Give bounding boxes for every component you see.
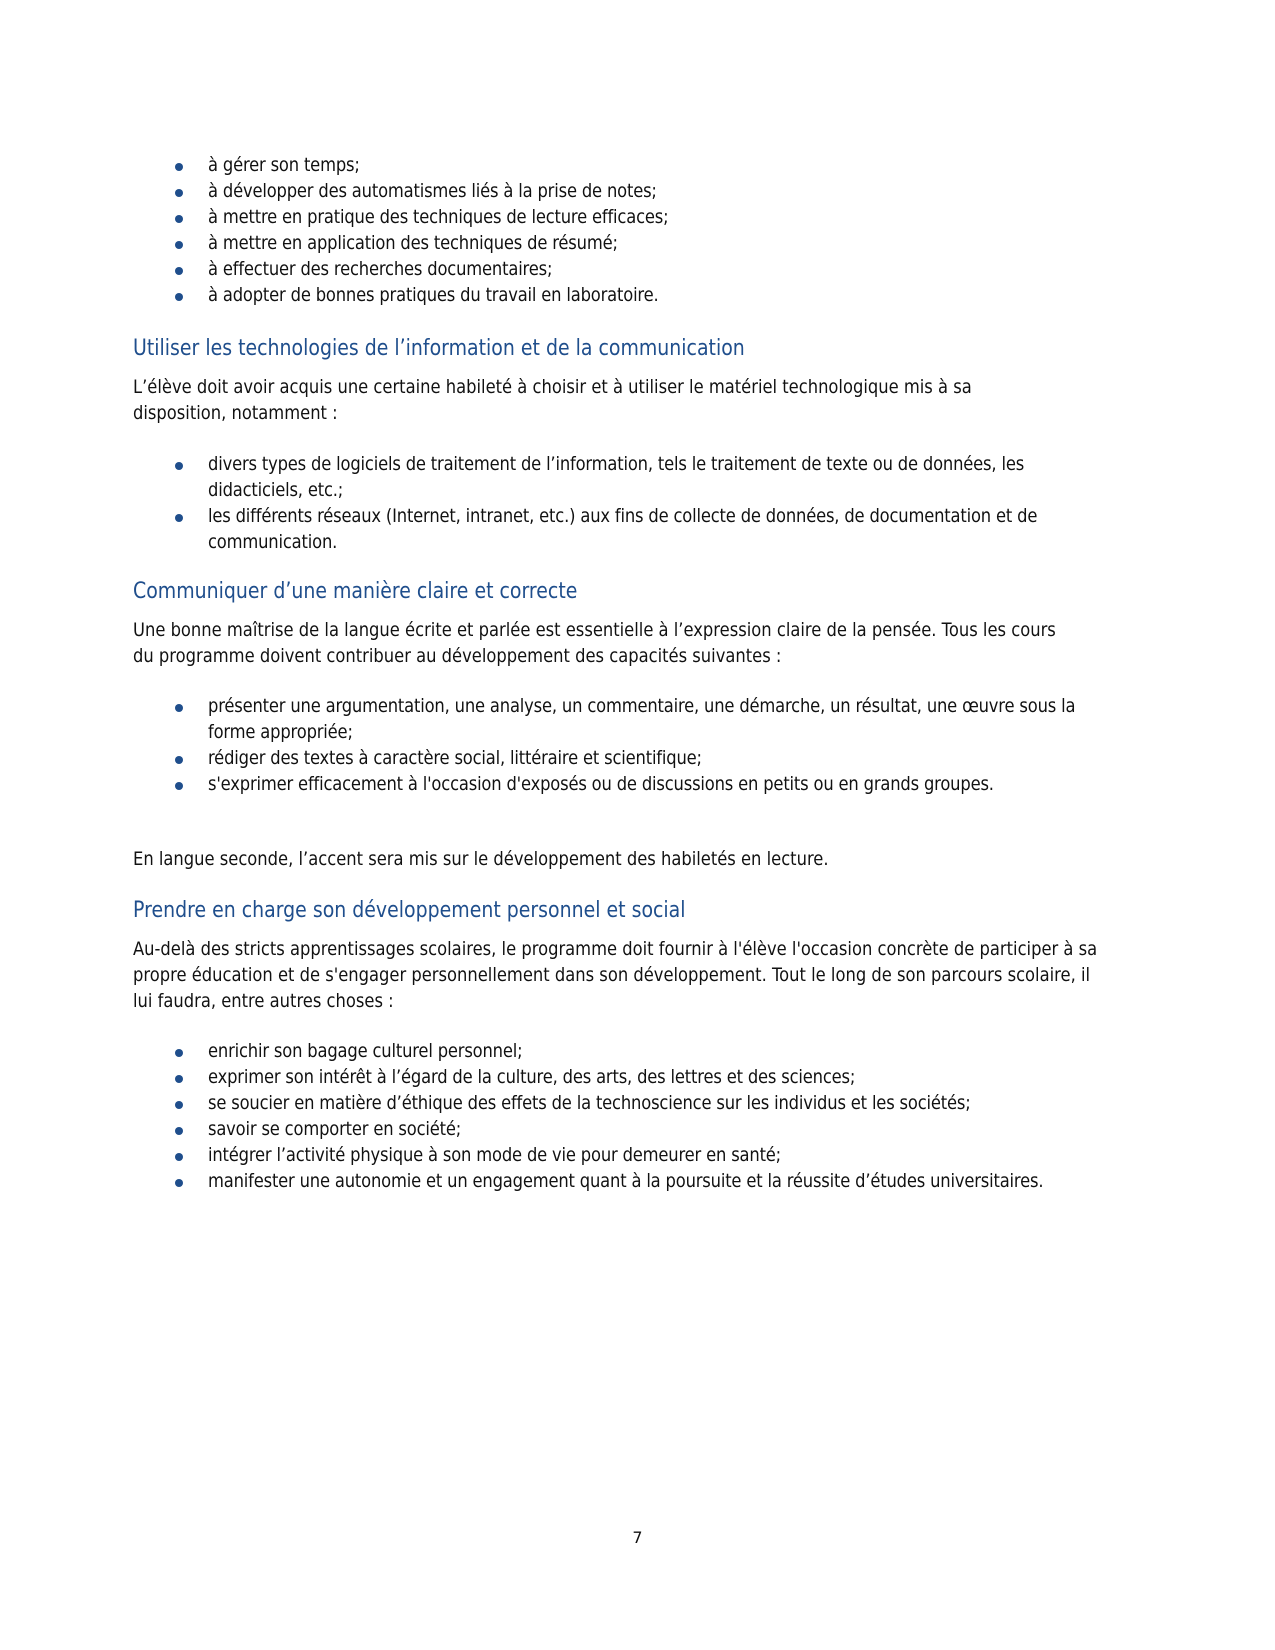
bullet-icon bbox=[175, 1075, 183, 1083]
list-item: se soucier en matière d’éthique des effets de la technoscience sur les individus et les sociétés; bbox=[133, 1090, 1143, 1116]
list-item: à développer des automatismes liés à la prise de notes; bbox=[133, 178, 1143, 204]
section-paragraph: Une bonne maîtrise de la langue écrite et parlée est essentielle à l’expression claire de la pensée. Tous les cours du programme doivent contribuer au développement des capacités suivantes : bbox=[133, 619, 1056, 667]
section-communiquer-closing-block bbox=[133, 846, 1143, 872]
bullet-icon bbox=[175, 514, 183, 522]
list-item: savoir se comporter en société; bbox=[133, 1116, 1143, 1142]
section-communiquer-paragraph-block bbox=[133, 617, 1143, 669]
section-closing: En langue seconde, l’accent sera mis sur le développement des habiletés en lecture. bbox=[133, 848, 829, 870]
list-item: manifester une autonomie et un engagement quant à la poursuite et la réussite d’études universitaires. bbox=[133, 1168, 1143, 1194]
bullet-icon bbox=[175, 1179, 183, 1187]
section-list bbox=[133, 1038, 1143, 1194]
list-item: s'exprimer efficacement à l'occasion d'exposés ou de discussions en petits ou en grands groupes. bbox=[133, 771, 1143, 797]
section-tic-list-block bbox=[133, 451, 1143, 555]
list-item: intégrer l’activité physique à son mode de vie pour demeurer en santé; bbox=[133, 1142, 1143, 1168]
bullet-icon bbox=[175, 704, 183, 712]
list-item: à mettre en application des techniques de résumé; bbox=[133, 230, 1143, 256]
list-item: à adopter de bonnes pratiques du travail en laboratoire. bbox=[133, 282, 1143, 308]
bullet-icon bbox=[175, 782, 183, 790]
section-tic-paragraph-block bbox=[133, 374, 1143, 426]
section-developpement bbox=[133, 896, 1143, 926]
section-paragraph: Au-delà des stricts apprentissages scolaires, le programme doit fournir à l'élève l'occasion concrète de participer à sa propre éducation et de s'engager personnellement dans son développement. Tout le long de son parcours scolaire, il lui faudra, entre autres choses : bbox=[133, 938, 1098, 1012]
list-item: divers types de logiciels de traitement de l’information, tels le traitement de texte ou de données, les didacticiels, etc.; bbox=[133, 451, 1143, 503]
section-developpement-list-block bbox=[133, 1038, 1143, 1194]
list-item: présenter une argumentation, une analyse, un commentaire, une démarche, un résultat, une œuvre sous la forme appropriée; bbox=[133, 693, 1143, 745]
page-number: 7 bbox=[632, 1528, 643, 1547]
intro-list bbox=[133, 152, 1143, 308]
section-list bbox=[133, 451, 1143, 555]
section-heading: Utiliser les technologies de l’information et de la communication bbox=[133, 336, 745, 361]
bullet-icon bbox=[175, 462, 183, 470]
list-item: exprimer son intérêt à l’égard de la culture, des arts, des lettres et des sciences; bbox=[133, 1064, 1143, 1090]
bullet-icon bbox=[175, 241, 183, 249]
bullet-icon bbox=[175, 1101, 183, 1109]
bullet-icon bbox=[175, 1153, 183, 1161]
list-item: les différents réseaux (Internet, intranet, etc.) aux fins de collecte de données, de documentation et de communication. bbox=[133, 503, 1143, 555]
bullet-icon bbox=[175, 189, 183, 197]
section-paragraph: L’élève doit avoir acquis une certaine habileté à choisir et à utiliser le matériel technologique mis à sa disposition, notamment : bbox=[133, 376, 972, 424]
section-communiquer bbox=[133, 577, 1143, 607]
bullet-icon bbox=[175, 1049, 183, 1057]
list-item: à effectuer des recherches documentaires; bbox=[133, 256, 1143, 282]
bullet-icon bbox=[175, 267, 183, 275]
list-item: enrichir son bagage culturel personnel; bbox=[133, 1038, 1143, 1064]
bullet-icon bbox=[175, 163, 183, 171]
list-item: rédiger des textes à caractère social, littéraire et scientifique; bbox=[133, 745, 1143, 771]
section-heading: Prendre en charge son développement personnel et social bbox=[133, 898, 686, 923]
bullet-icon bbox=[175, 1127, 183, 1135]
section-developpement-paragraph-block bbox=[133, 936, 1143, 1014]
section-communiquer-list-block bbox=[133, 693, 1143, 797]
list-item: à gérer son temps; bbox=[133, 152, 1143, 178]
bullet-icon bbox=[175, 293, 183, 301]
list-item: à mettre en pratique des techniques de lecture efficaces; bbox=[133, 204, 1143, 230]
section-tic bbox=[133, 334, 1143, 364]
bullet-icon bbox=[175, 756, 183, 764]
bullet-icon bbox=[175, 215, 183, 223]
section-heading: Communiquer d’une manière claire et correcte bbox=[133, 579, 578, 604]
section-list bbox=[133, 693, 1143, 797]
intro-list-block bbox=[133, 152, 1143, 308]
